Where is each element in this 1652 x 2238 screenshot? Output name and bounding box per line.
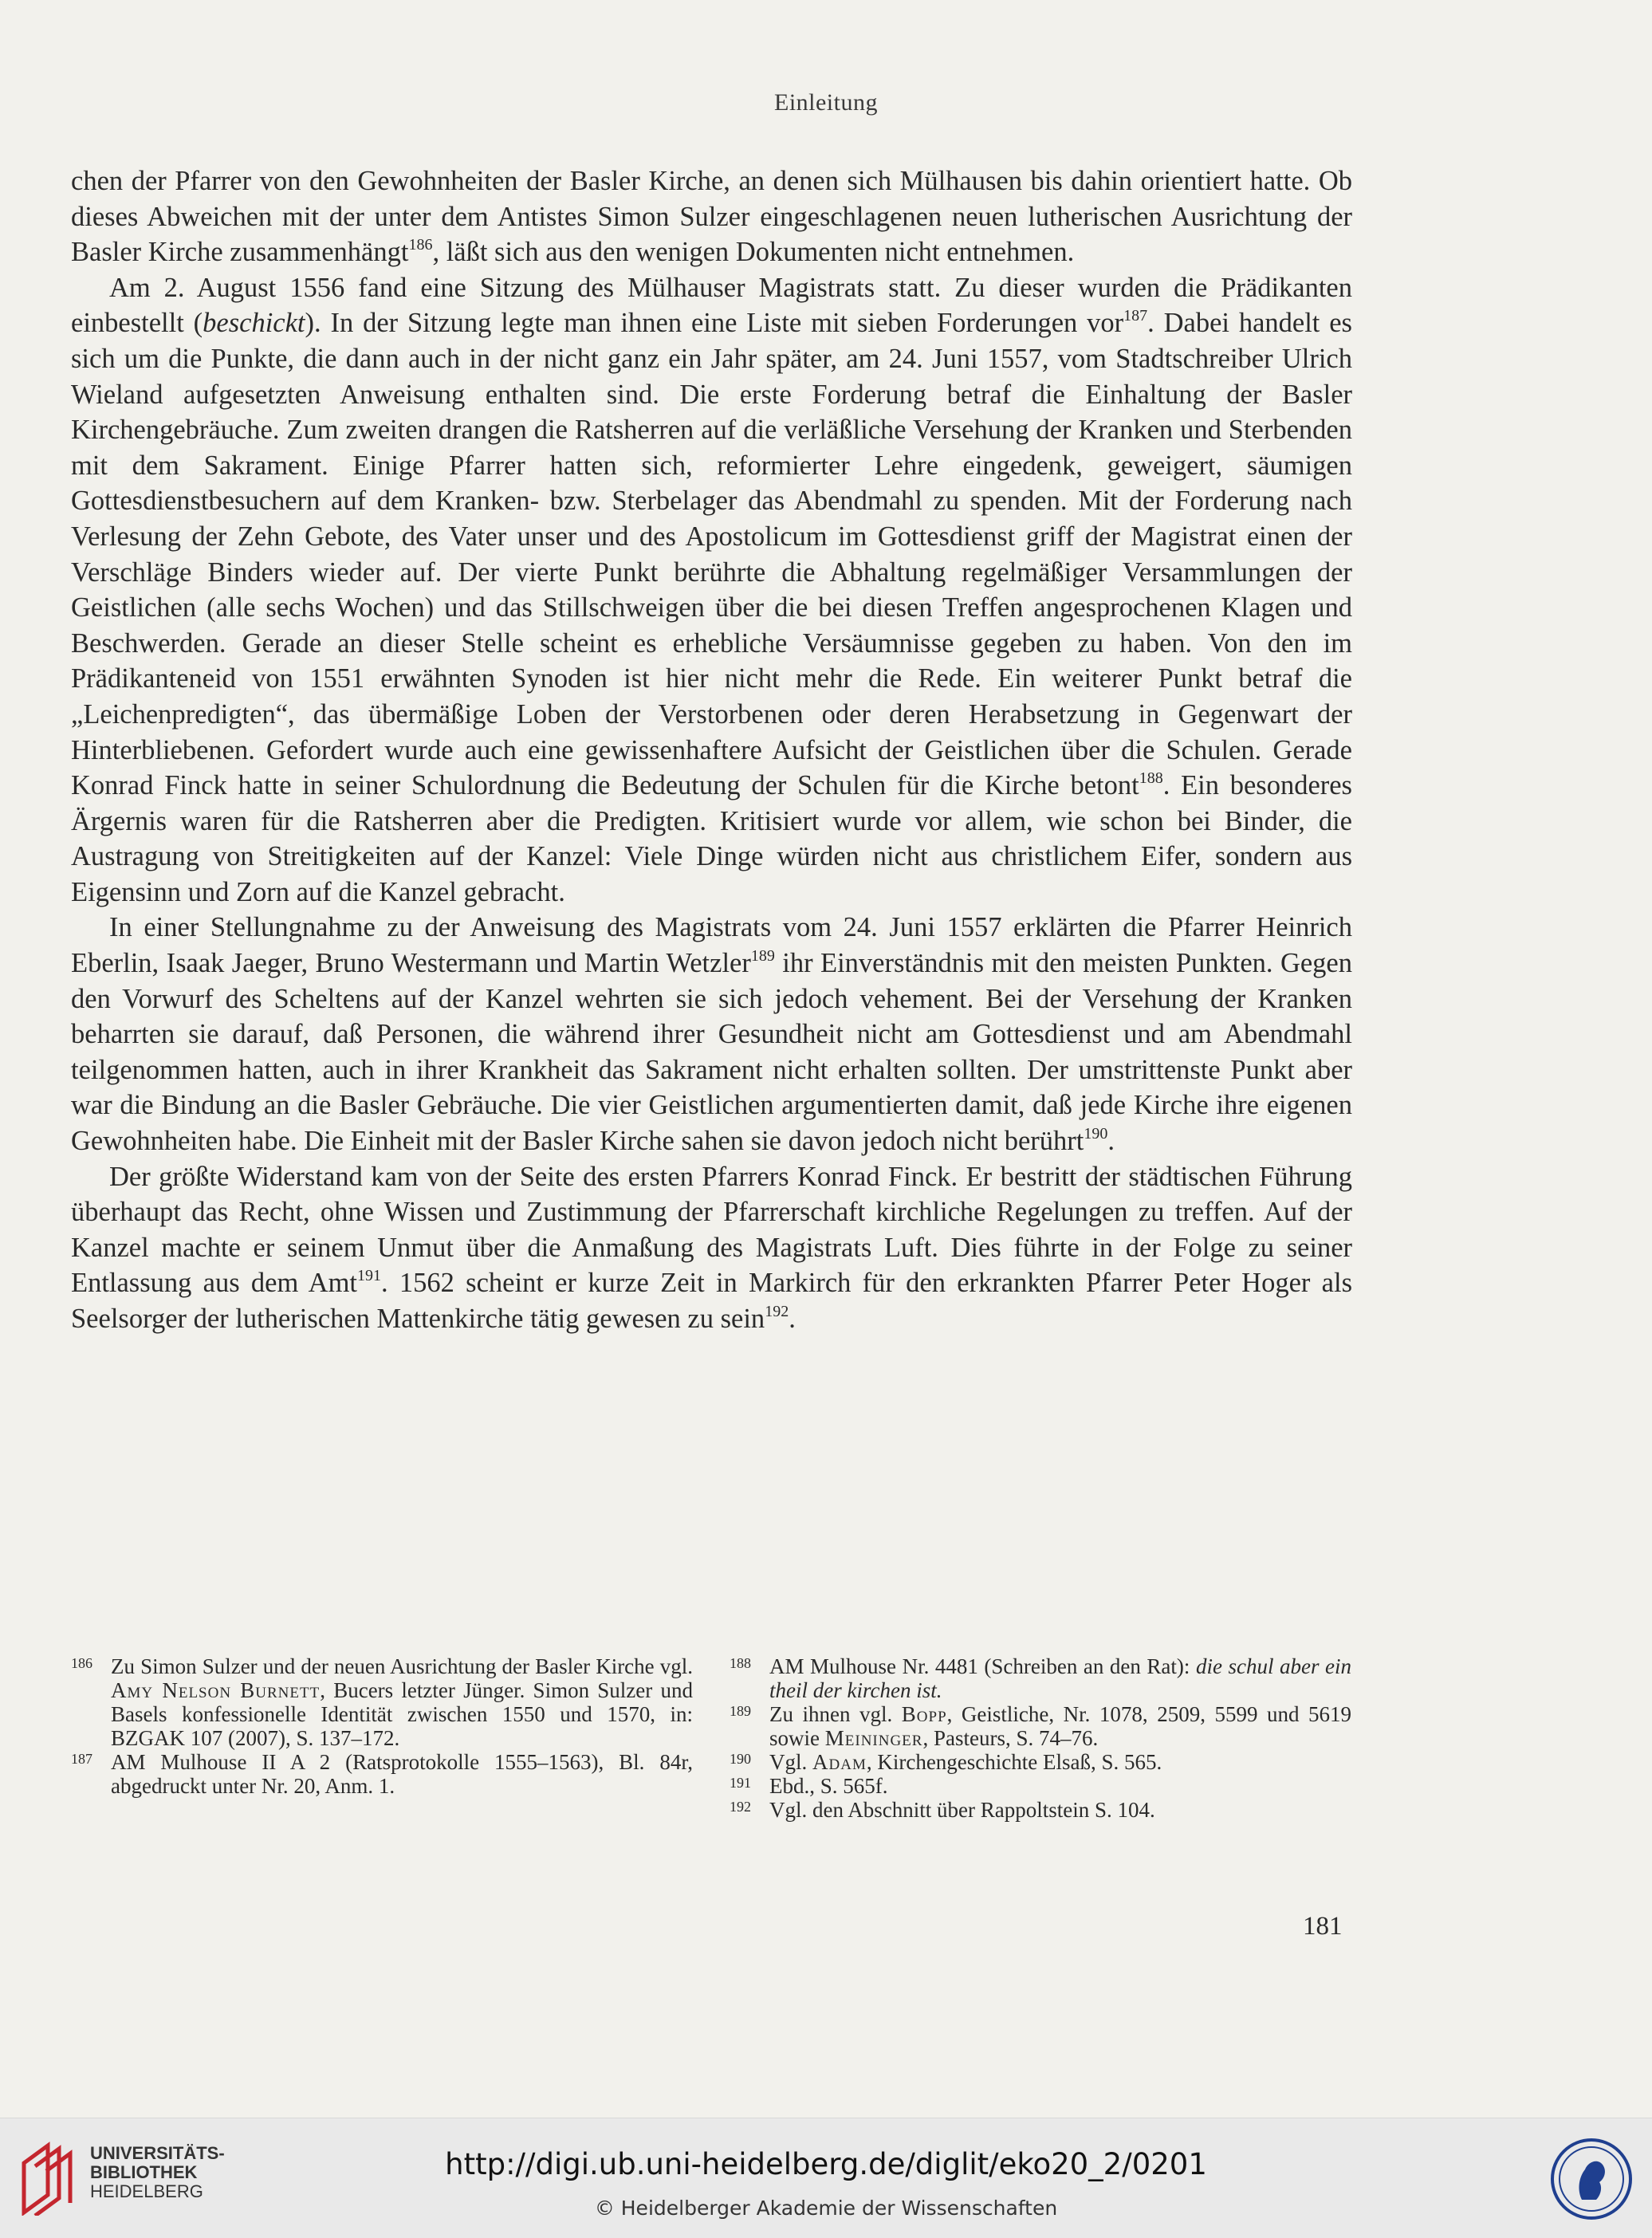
footnote-column-right (730, 1654, 1351, 1822)
footnote-ref-190: 190 (1084, 1124, 1108, 1143)
footnote-190: 190 Vgl. Adam, Kirchengeschichte Elsaß, S. 565. (730, 1750, 1162, 1774)
footnotes (71, 1654, 1352, 1862)
paragraph-2: Am 2. August 1556 fand eine Sitzung des Mülhauser Magistrats statt. Zu dieser wurden die Prädikanten einbestellt (beschickt). In der Sitzung legte man ihnen eine Liste mit sieben Forderungen vor$^{187}$. Dabei handelt es sich um die Punkte, die dann auch in der nicht ganz ein Jahr später, am 24. Juni 1557, vom Stadtschreiber Ulrich Wieland aufgesetzten Anweisung enthalten sind. Die erste Forderung betraf die Einhaltung der Basler Kirchengebräuche. Zum zweiten drangen die Ratsherren auf die verläßliche Versehung der Kranken und Sterbenden mit dem Sakrament. Einige Pfarrer hatten sich, reformierter Lehre eingedenk, geweigert, säumigen Gottesdienstbesuchern auf dem Kranken- bzw. Sterbelager das Abendmahl zu spenden. Mit der Forderung nach Verlesung der Zehn Gebote, des Vater unser und des Apostolicum im Gottesdienst griff der Magistrat einen der Verschläge Binders wieder auf. Der vierte Punkt berührte die Abhaltung regelmäßiger Versammlungen der Geistlichen (alle sechs Wochen) und das Stillschweigen über die bei diesen Treffen angesprochenen Klagen und Beschwerden. Gerade an dieser Stelle scheint es erhebliche Versäumnisse gegeben zu haben. Von den im Prädikanteneid von 1551 erwähnten Synoden ist hier nicht mehr die Rede. Ein weiterer Punkt betraf die „Leichenpredigten“, das übermäßige Loben der Verstorbenen oder deren Herabsetzung in Gegenwart der Hinterbliebenen. Gefordert wurde auch eine gewissenhaftere Aufsicht der Geistlichen über die Schulen. Gerade Konrad Finck hatte in seiner Schulordnung die Bedeutung der Schulen für die Kirche betont$^{188}$. Ein besonderes Ärgernis waren für die Ratsherren aber die Predigten. Kritisiert wurde vor allem, wie schon bei Binder, die Austragung von Streitigkeiten auf der Kanzel: Viele Dinge würden nicht aus christlichem Eifer, sondern aus Eigensinn und Zorn auf die Kanzel gebracht. (71, 272, 1352, 907)
main-text (71, 163, 1352, 1337)
footnote-192: 192 Vgl. den Abschnitt über Rappoltstein S. 104. (730, 1798, 1155, 1822)
library-name[interactable]: UNIVERSITÄTS- BIBLIOTHEK HEIDELBERG (90, 2143, 225, 2201)
footnote-column-left (71, 1654, 693, 1798)
paragraph-3: In einer Stellungnahme zu der Anweisung des Magistrats vom 24. Juni 1557 erklärten die Pfarrer Heinrich Eberlin, Isaak Jaeger, Bruno Westermann und Martin Wetzler$^{189}$ ihr Einverständnis mit den meisten Punkten. Gegen den Vorwurf des Scheltens auf der Kanzel wehrten sie sich jedoch vehement. Bei der Versehung der Kranken beharrten sie darauf, daß Personen, die während ihrer Gesundheit nicht am Gottesdienst und am Abendmahl teilgenommen hatten, auch in ihrer Krankheit das Sakrament nicht erhalten sollten. Der umstrittenste Punkt aber war die Bindung an die Basler Gebräuche. Die vier Geistlichen argumentierten damit, daß jede Kirche ihre eigenen Gewohnheiten habe. Die Einheit mit der Basler Kirche sahen sie davon jedoch nicht berührt$^{190}$. (71, 912, 1352, 1157)
footnote-ref-189: 189 (750, 946, 775, 965)
footnote-191: 191 Ebd., S. 565f. (730, 1774, 888, 1798)
footnote-189: 189 Zu ihnen vgl. Bopp, Geistliche, Nr. 1078, 2509, 5599 und 5619 sowie Meininger, Pasteurs, S. 74–76. (730, 1702, 1351, 1750)
footnote-ref-187: 187 (1123, 306, 1148, 324)
footnote-ref-188: 188 (1139, 769, 1163, 787)
footnote-186: 186 Zu Simon Sulzer und der neuen Ausrichtung der Basler Kirche vgl. Amy Nelson Burnett, Bucers letzter Jünger. Simon Sulzer und Basels konfessionelle Identität zwischen 1550 und 1570, in: BZGAK 107 (2007), S. 137–172. (71, 1654, 693, 1750)
footnote-187: 187 AM Mulhouse II A 2 (Ratsprotokolle 1555–1563), Bl. 84r, abgedruckt unter Nr. 20, Anm. 1. (71, 1750, 693, 1798)
paragraph-4: Der größte Widerstand kam von der Seite des ersten Pfarrers Konrad Finck. Er bestritt der städtischen Führung überhaupt das Recht, ohne Wissen und Zustimmung der Pfarrerschaft kirchliche Regelungen zu treffen. Auf der Kanzel machte er seinem Unmut über die Anmaßung des Magistrats Luft. Dies führte in der Folge zu seiner Entlassung aus dem Amt$^{191}$. 1562 scheint er kurze Zeit in Markirch für den erkrankten Pfarrer Peter Hoger als Seelsorger der lutherischen Mattenkirche tätig gewesen zu sein$^{192}$. (71, 1161, 1352, 1334)
academy-seal-icon[interactable] (1550, 2138, 1633, 2220)
copyright-notice: © Heidelberger Akademie der Wissenschaften (594, 2197, 1058, 2220)
running-head: Einleitung (774, 89, 878, 116)
footnote-188: 188 AM Mulhouse Nr. 4481 (Schreiben an den Rat): die schul aber ein theil der kirchen ist. (730, 1654, 1351, 1702)
page-number: 181 (1303, 1912, 1343, 1941)
paragraph-1: chen der Pfarrer von den Gewohnheiten der Basler Kirche, an denen sich Mülhausen bis dahin orientiert hatte. Ob dieses Abweichen mit der unter dem Antistes Simon Sulzer eingeschlagenen neuen lutherischen Ausrichtung der Basler Kirche zusammenhängt$^{186}$, läßt sich aus den wenigen Dokumenten nicht entnehmen. (71, 166, 1352, 268)
permalink-url[interactable]: http://digi.ub.uni-heidelberg.de/diglit/eko20_2/0201 (445, 2147, 1207, 2181)
footnote-ref-191: 191 (357, 1266, 382, 1284)
footnote-ref-186: 186 (408, 235, 433, 254)
footnote-ref-192: 192 (765, 1302, 789, 1320)
viewer-footer (0, 2118, 1652, 2238)
